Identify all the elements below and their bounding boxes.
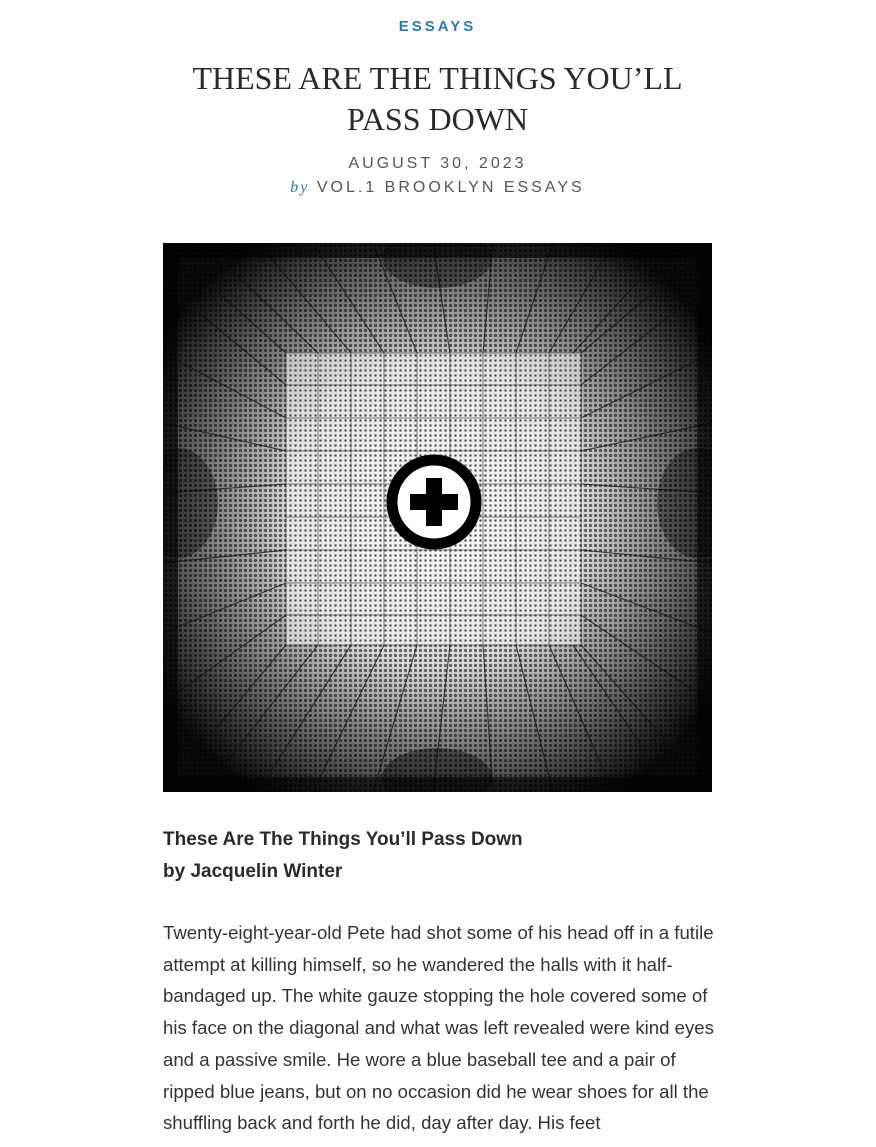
byline bbox=[163, 179, 712, 197]
essay-title: These Are The Things You’ll Pass Down bbox=[163, 829, 523, 850]
essay-caption bbox=[163, 824, 723, 888]
article-paragraph: Twenty-eight-year-old Pete had shot some of his head off in a futile attempt at killing himself, so he wandered the halls with it half-bandaged up. The white gauze stopping the hole covered some of his face on the diagonal and what was left revealed were kind eyes and a passive smile. He wore a blue baseball tee and a pair of ripped blue jeans, but on no occasion did he wear shoes for all the shuffling back and forth he did, day after day. His feet bbox=[163, 922, 714, 1134]
article-title: THESE ARE THE THINGS YOU’LL PASS DOWN bbox=[192, 60, 683, 137]
byline-by-label: by bbox=[290, 179, 310, 196]
essay-author: by Jacquelin Winter bbox=[163, 861, 343, 882]
category-link[interactable]: ESSAYS bbox=[398, 18, 477, 35]
author-link[interactable]: VOL.1 BROOKLYN ESSAYS bbox=[316, 179, 585, 196]
publish-date: AUGUST 30, 2023 bbox=[348, 155, 527, 172]
medical-cross-icon bbox=[386, 454, 482, 550]
hero-image bbox=[163, 243, 712, 792]
